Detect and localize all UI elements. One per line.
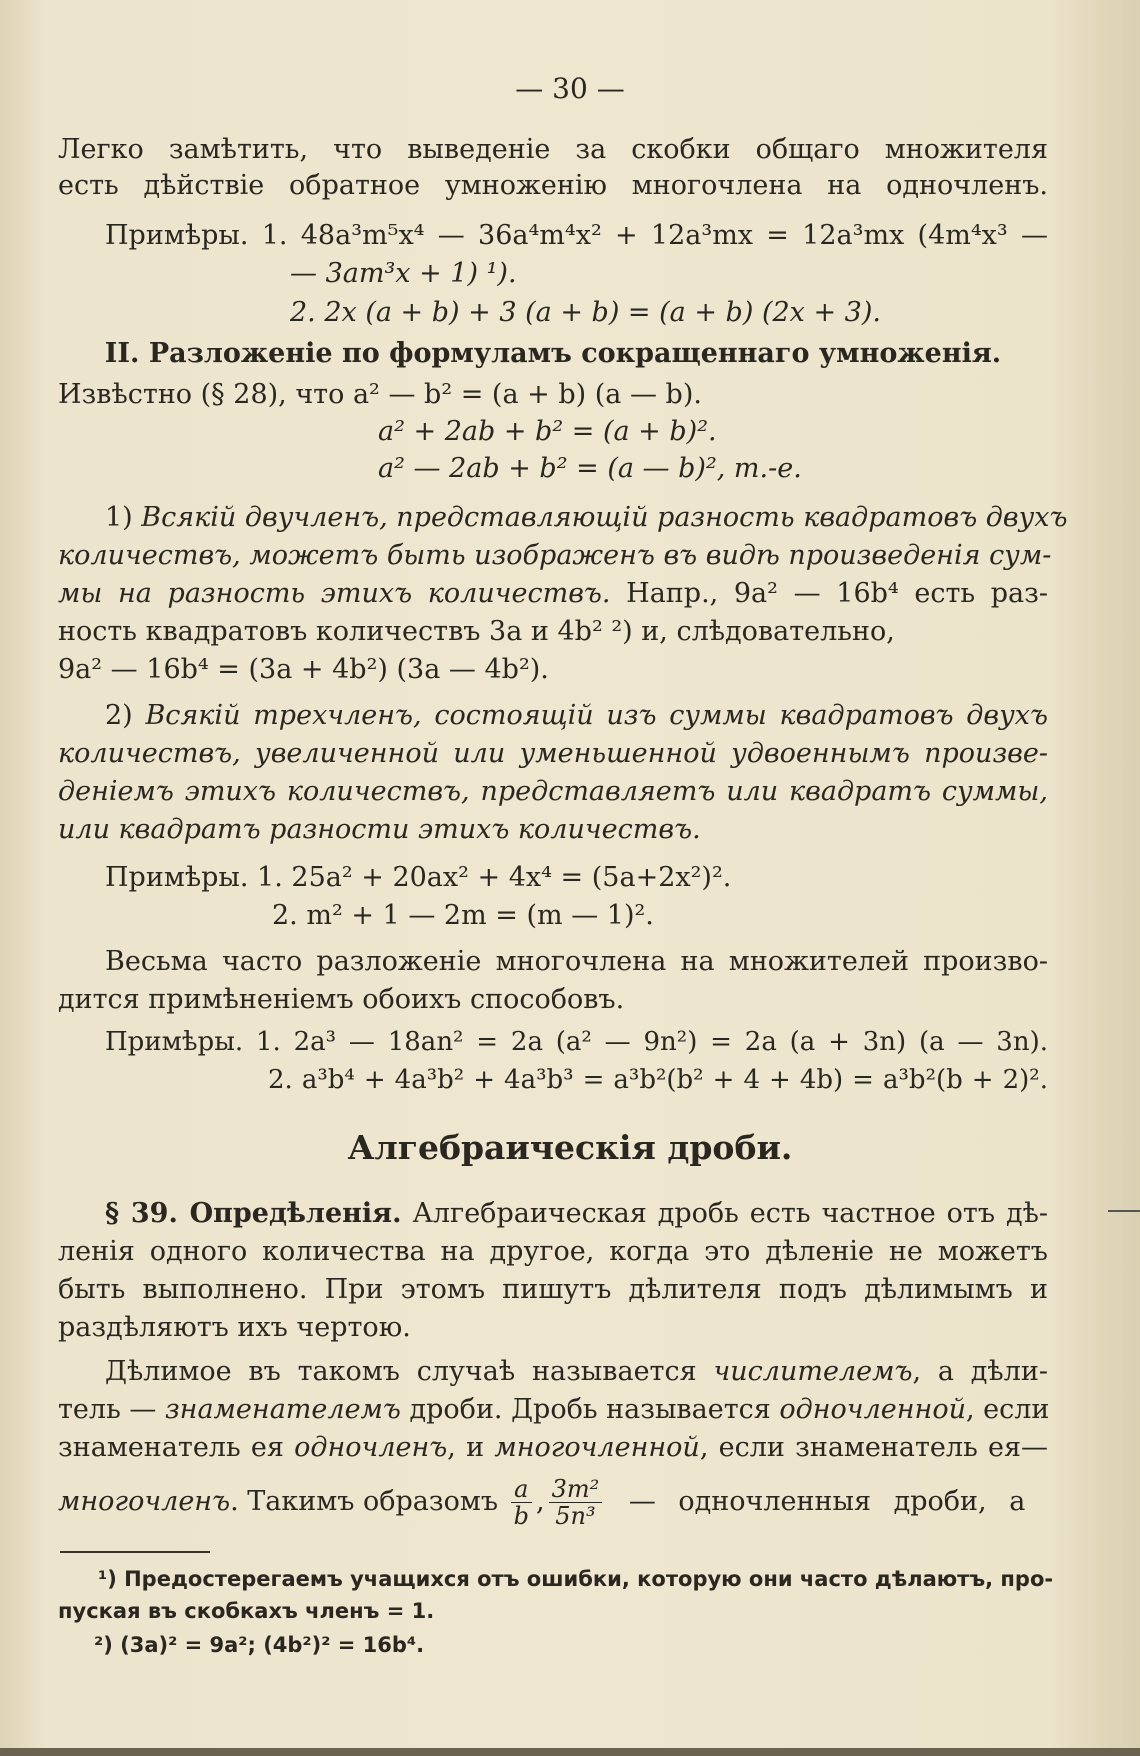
text-span: тель — (58, 1394, 165, 1425)
formula-line: a² + 2ab + b² = (a + b)². (378, 416, 717, 447)
example-line: — 3am³x + 1) ¹). (290, 258, 517, 289)
text-span: , и (447, 1432, 495, 1463)
term-denominator: знаменателемъ (164, 1394, 401, 1425)
fraction-numerator: 3m² (549, 1476, 603, 1503)
rule-number: 1) (105, 502, 142, 533)
term-polynomial: многочленъ (58, 1486, 231, 1517)
text-line: быть выполнено. При этомъ пишутъ дѣлителя подъ дѣлимымъ и (58, 1274, 1048, 1305)
text-span: Дѣлимое въ такомъ случаѣ называется (105, 1356, 714, 1387)
rule-text: Всякій двучленъ, представляющій разность квадратовъ двухъ (141, 502, 1068, 533)
text-line: ность квадратовъ количествъ 3a и 4b² ²) и, слѣдовательно, (58, 616, 895, 647)
text-span: , если знаменатель ея— (699, 1432, 1048, 1463)
formula-line: 9a² — 16b⁴ = (3a + 4b²) (3a — 4b²). (58, 654, 549, 685)
text-line (58, 1392, 1048, 1428)
section-heading: Алгебраическія дроби. (347, 1128, 793, 1167)
term-monomial: одночленъ (294, 1432, 448, 1463)
text-span: дроби. Дробь называется (400, 1394, 780, 1425)
text-span: — одночленныя дроби, а (606, 1486, 1026, 1517)
example-line: Примѣры. 1. 2a³ — 18an² = 2a (a² — 9n²) = 2a (a + 3n) (a — 3n). (105, 1027, 1048, 1057)
text-span: , если (965, 1394, 1050, 1425)
footnote-divider (60, 1551, 210, 1553)
fraction-a-over-b (511, 1476, 532, 1529)
section-title: II. Разложеніе по формуламъ сокращеннаго умноженія. (104, 338, 1002, 369)
rule-line: количествъ, увеличенной или уменьшенной удвоеннымъ произве- (58, 738, 1048, 769)
formula-line: a² — 2ab + b² = (a — b)², т.-е. (378, 453, 802, 484)
rule-line: или квадратъ разности этихъ количествъ. (58, 814, 701, 845)
text-line: ленія одного количества на другое, когда это дѣленіе не можетъ (58, 1236, 1048, 1267)
term-numerator: числителемъ (713, 1356, 913, 1387)
footnote: ²) (3a)² = 9a²; (4b²)² = 16b⁴. (94, 1633, 425, 1657)
rule-line: количествъ, можетъ быть изображенъ въ видѣ произведенія сум- (58, 540, 1052, 571)
text-line: дится примѣненіемъ обоихъ способовъ. (58, 984, 625, 1015)
term-polynomial-fraction: многочленной (494, 1432, 700, 1463)
fraction-denominator: 5n³ (555, 1502, 596, 1530)
text-span: . Такимъ образомъ (230, 1486, 507, 1517)
fraction-denominator: b (513, 1502, 529, 1530)
text-span: Напр., 9a² — 16b⁴ есть раз- (610, 578, 1048, 609)
footnote: ¹) Предостерегаемъ учащихся отъ ошибки, которую они часто дѣлаютъ, про- (98, 1567, 1054, 1591)
text-line (105, 1354, 1048, 1390)
example-line: 2. a³b⁴ + 4a³b² + 4a³b³ = a³b²(b² + 4 + 4b) = a³b²(b + 2)². (268, 1065, 1048, 1095)
text-span: знаменатель ея (58, 1432, 295, 1463)
example-line: Примѣры. 1. 48a³m⁵x⁴ — 36a⁴m⁴x² + 12a³mx = 12a³mx (4m⁴x³ — (105, 220, 1048, 251)
rule-line: деніемъ этихъ количествъ, представляетъ или квадратъ суммы, (58, 776, 1048, 807)
fraction-numerator: a (511, 1476, 532, 1503)
example-line: 2. 2x (a + b) + 3 (a + b) = (a + b) (2x + 3). (290, 297, 881, 328)
example-line: 2. m² + 1 — 2m = (m — 1)². (272, 900, 654, 931)
text-line: раздѣляютъ ихъ чертою. (58, 1312, 411, 1343)
paragraph-title: § 39. Опредѣленія. (105, 1198, 402, 1229)
fraction-separator: , (536, 1486, 545, 1517)
text-line: есть дѣйствіе обратное умноженію многочлена на одночленъ. (58, 170, 1048, 201)
page-number: — 30 — (515, 72, 625, 105)
term-monomial-fraction: одночленной (779, 1394, 966, 1425)
text-span: Алгебраическая дробь есть частное отъ дѣ- (401, 1198, 1048, 1229)
margin-mark (1108, 1210, 1140, 1212)
rule-line (105, 698, 1048, 734)
text-line (58, 1430, 1048, 1466)
fraction-3m2-over-5n3 (549, 1476, 603, 1529)
rule-line (58, 576, 1048, 612)
footnote: пуская въ скобкахъ членъ = 1. (58, 1599, 435, 1623)
text-line: Извѣстно (§ 28), что a² — b² = (a + b) (a — b). (58, 379, 702, 410)
example-line: Примѣры. 1. 25a² + 20ax² + 4x⁴ = (5a+2x²)². (105, 862, 732, 893)
rule-number: 2) (105, 700, 146, 731)
text-line: Весьма часто разложеніе многочлена на множителей произво- (105, 946, 1048, 977)
rule-text: Всякій трехчленъ, состоящій изъ суммы квадратовъ двухъ (145, 700, 1048, 731)
paragraph-line (105, 1196, 1048, 1232)
rule-line (105, 500, 1068, 536)
page-edge-shadow (0, 1748, 1140, 1756)
text-line-with-fractions (58, 1474, 1048, 1534)
rule-text: мы на разность этихъ количествъ. (58, 578, 611, 609)
text-line: Легко замѣтить, что выведеніе за скобки общаго множителя (58, 134, 1048, 165)
text-span: , а дѣли- (912, 1356, 1048, 1387)
